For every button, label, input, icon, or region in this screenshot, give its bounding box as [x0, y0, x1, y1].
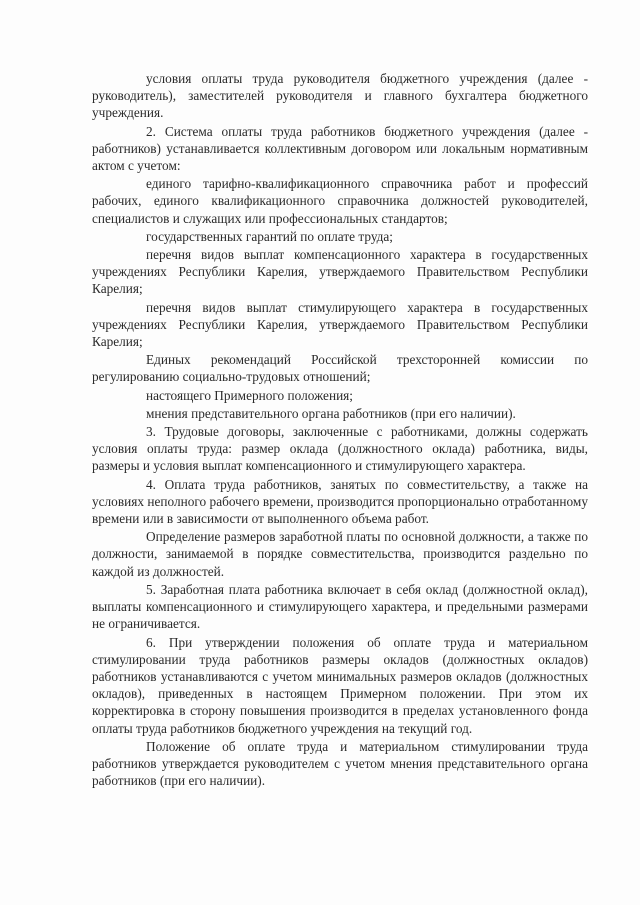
paragraph-10: 3. Трудовые договоры, заключенные с работниками, должны содержать условия оплаты труда: размер оклада (должностного оклада) работника, виды, размеры и условия выплат компенсационного и стимулирующего характера.	[92, 424, 588, 474]
paragraph-15: Положение об оплате труда и материальном стимулировании труда работников утверждается руководителем с учетом мнения представительного органа работников (при его наличии).	[92, 738, 588, 789]
paragraph-1: условия оплаты труда руководителя бюджетного учреждения (далее - руководитель), заместителей руководителя и главного бухгалтера бюджетного учреждения.	[92, 71, 588, 121]
paragraph-5: перечня видов выплат компенсационного характера в государственных учреждениях Республики Карелия, утверждаемого Правительством Республики Карелия;	[92, 247, 588, 297]
paragraph-12: Определение размеров заработной платы по основной должности, а также по должности, занимаемой в порядке совместительства, производится раздельно по каждой из должностей.	[92, 529, 588, 579]
paragraph-8: настоящего Примерного положения;	[146, 387, 353, 403]
document-body	[92, 70, 588, 790]
paragraph-11: 4. Оплата труда работников, занятых по совместительству, а также на условиях неполного рабочего времени, производится пропорционально отработанному времени или в зависимости от выполненного объема работ.	[92, 476, 588, 527]
paragraph-2: 2. Система оплаты труда работников бюджетного учреждения (далее - работников) устанавливается коллективным договором или локальным нормативным актом с учетом:	[92, 123, 588, 174]
paragraph-14: 6. При утверждении положения об оплате труда и материальном стимулировании труда работников размеры окладов (должностных окладов) работников устанавливаются с учетом минимальных размеров окладов (должностных окладов), приведенных в настоящем Примерном положении. При этом их корректировка в сторону повышения производится в пределах установленного фонда оплаты труда работников бюджетного учреждения на текущий год.	[92, 634, 588, 736]
paragraph-3: единого тарифно-квалификационного справочника работ и профессий рабочих, единого квалификационного справочника должностей руководителей, специалистов и служащих или профессиональных стандартов;	[92, 176, 588, 226]
paragraph-7: Единых рекомендаций Российской трехсторонней комиссии по регулированию социально-трудовых отношений;	[92, 352, 588, 385]
paragraph-4: государственных гарантий по оплате труда;	[146, 228, 393, 244]
paragraph-6: перечня видов выплат стимулирующего характера в государственных учреждениях Республики Карелия, утверждаемого Правительством Республики Карелия;	[92, 299, 588, 350]
paragraph-9: мнения представительного органа работников (при его наличии).	[146, 405, 516, 421]
paragraph-13: 5. Заработная плата работника включает в себя оклад (должностной оклад), выплаты компенсационного и стимулирующего характера, и предельными размерами не ограничивается.	[92, 581, 588, 632]
